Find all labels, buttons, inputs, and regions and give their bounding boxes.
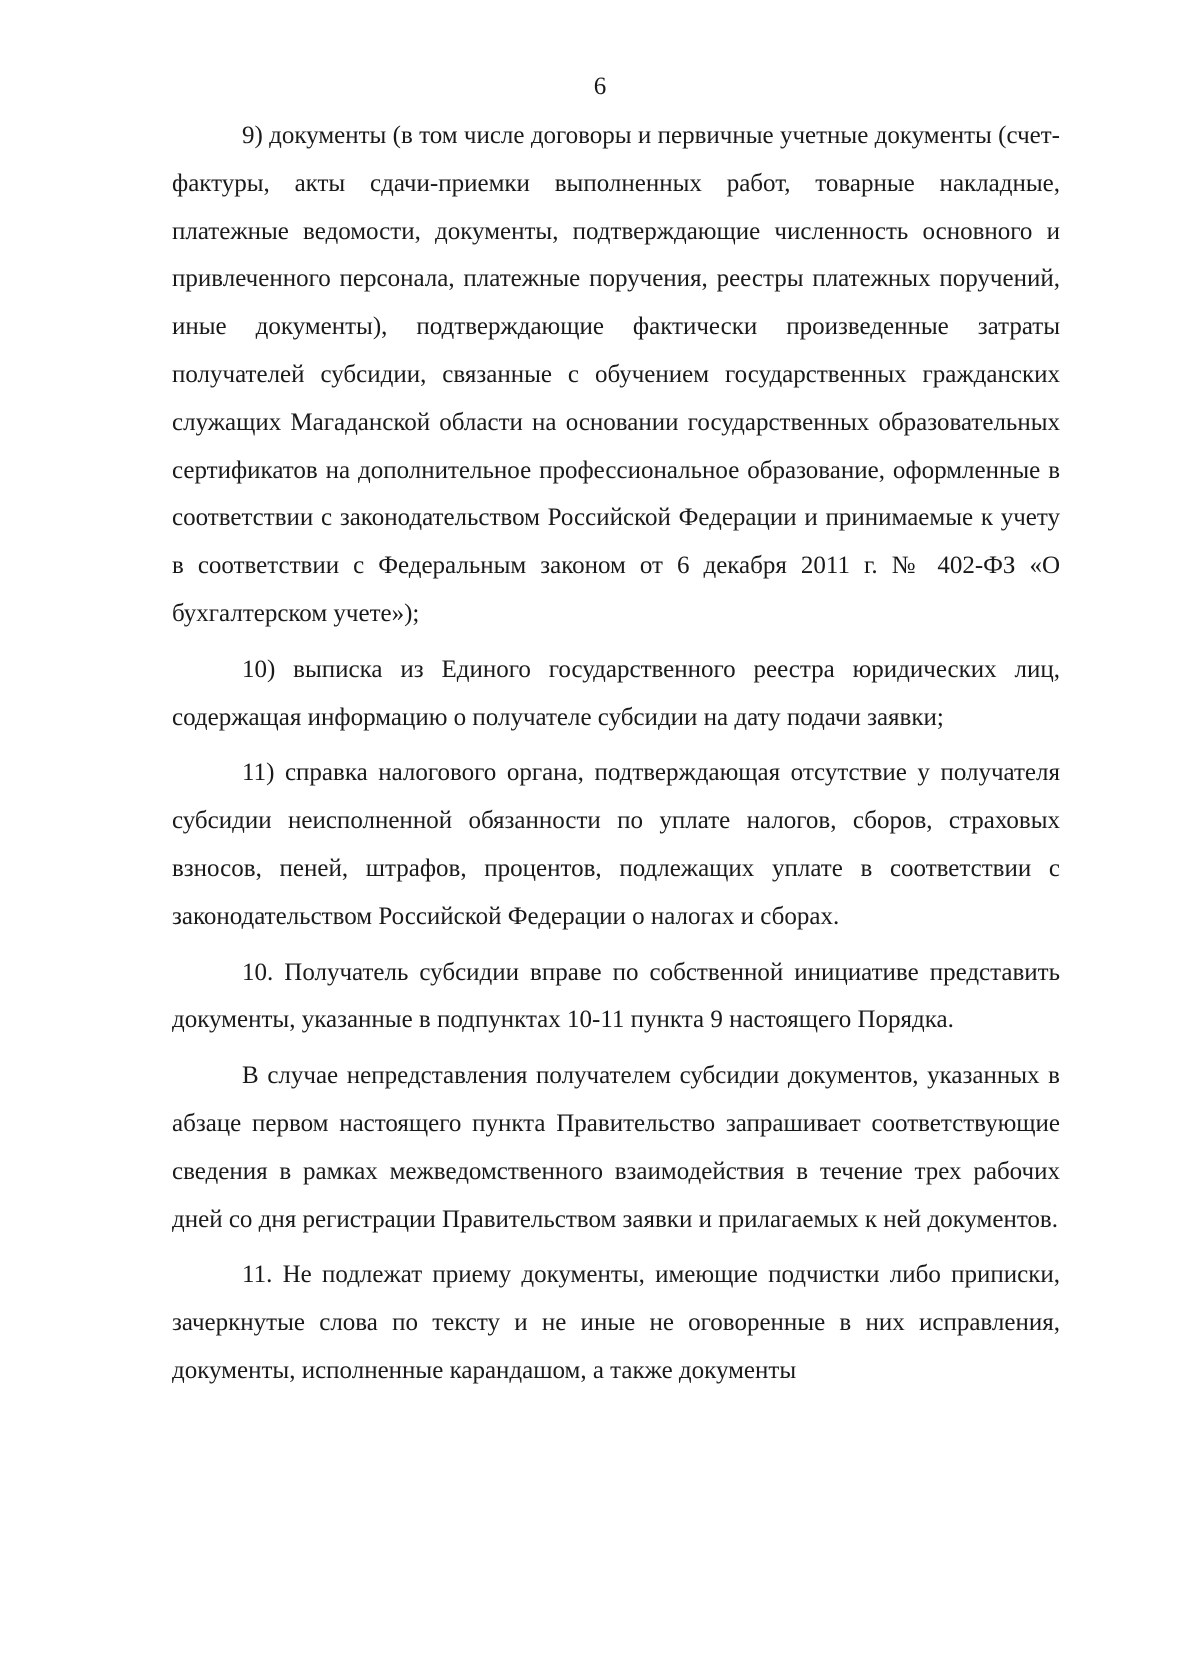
paragraph-clause-10: 10. Получатель субсидии вправе по собственной инициативе представить документы, указанные в подпунктах 10-11 пункта 9 настоящего Порядка. [172, 958, 1060, 1034]
paragraph-item-9: 9) документы (в том числе договоры и первичные учетные документы (счет-фактуры, акты сдачи-приемки выполненных работ, товарные накладные, платежные ведомости, документы, подтверждающие численность основного и привлеченного персонала, платежные поручения, реестры платежных поручений, иные документы), подтверждающие фактически произведенные затраты получателей субсидии, связанные с обучением государственных гражданских служащих Магаданской области на основании государственных образовательных сертификатов на дополнительное профессиональное образование, оформленные в соответствии с законодательством Российской Федерации и принимаемые к учету в соответствии с Федеральным законом от 6 декабря 2011 г. № 402-ФЗ «О бухгалтерском учете»); [172, 122, 1060, 627]
page-number: 6 [593, 73, 607, 100]
document-body [172, 112, 1060, 1403]
paragraph-clause-11: 11. Не подлежат приему документы, имеющие подчистки либо приписки, зачеркнутые слова по тексту и не иные не оговоренные в них исправления, документы, исполненные карандашом, а также документы [172, 1261, 1060, 1384]
paragraph-item-11: 11) справка налогового органа, подтверждающая отсутствие у получателя субсидии неисполненной обязанности по уплате налогов, сборов, страховых взносов, пеней, штрафов, процентов, подлежащих уплате в соответствии с законодательством Российской Федерации о налогах и сборах. [172, 759, 1060, 930]
paragraph-clause-10-second: В случае непредставления получателем субсидии документов, указанных в абзаце первом настоящего пункта Правительство запрашивает соответствующие сведения в рамках межведомственного взаимодействия в течение трех рабочих дней со дня регистрации Правительством заявки и прилагаемых к ней документов. [172, 1062, 1060, 1233]
paragraph-item-10: 10) выписка из Единого государственного реестра юридических лиц, содержащая информацию о получателе субсидии на дату подачи заявки; [172, 655, 1060, 731]
